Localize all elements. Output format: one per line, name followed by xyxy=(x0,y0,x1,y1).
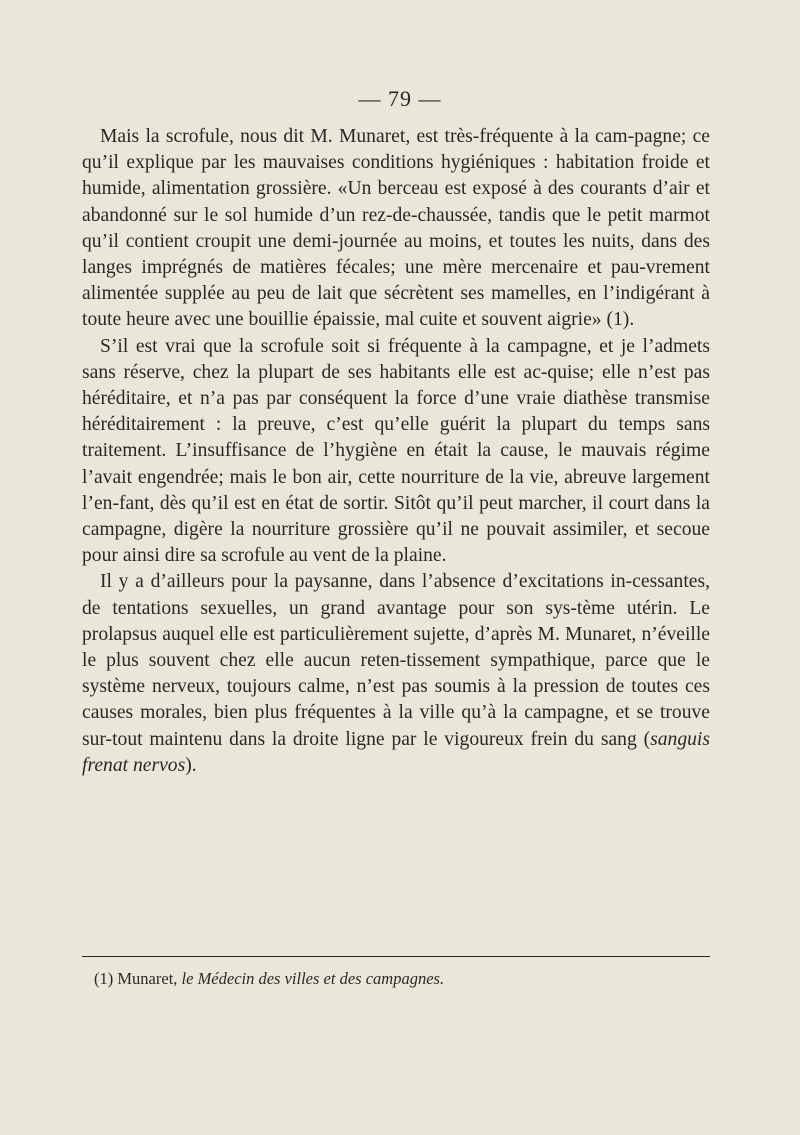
footnote xyxy=(94,968,710,990)
paragraph-2 xyxy=(82,334,710,570)
paragraph-3-text: Il y a d’ailleurs pour la paysanne, dans l’absence d’excitations in-cessantes, de tentations sexuelles, un grand avantage pour son sys-tème utérin. Le prolapsus auquel elle est particulièrement sujette, d’après M. Munaret, n’éveille le plus souvent chez elle aucun reten-tissement sympathique, parce que le système nerveux, toujours calme, n’est pas soumis à la pression de toutes ces causes morales, bien plus fréquentes à la ville qu’à la campagne, et se trouve sur-tout maintenu dans la droite ligne par le vigoureux frein du sang ( xyxy=(82,571,710,750)
footnote-title: le Médecin des villes et des campagnes. xyxy=(181,969,445,988)
paragraph-3-end: ). xyxy=(185,754,197,776)
paragraph-2-text: S’il est vrai que la scrofule soit si fréquente à la campagne, et je l’admets sans réserve, chez la plupart de ses habitants elle est ac-quise; elle n’est pas héréditaire, et n’a pas par conséquent la force d’une vraie diathèse transmise héréditairement : la preuve, c’est qu’elle guérit la plupart du temps sans traitement. L’insuffisance de l’hygiène en était la cause, le mauvais régime l’avait engendrée; mais le bon air, cette nourriture de la vie, abreuve largement l’en-fant, dès qu’il est en état de sortir. Sitôt qu’il peut marcher, il court dans la campagne, digère la nourriture grossière qu’il ne pouvait assimiler, et secoue pour ainsi dire sa scrofule au vent de la plaine. xyxy=(82,335,710,567)
page-number: — 79 — xyxy=(358,86,442,111)
footnote-marker: (1) xyxy=(94,969,114,988)
latin-quote: sanguis frenat nervos xyxy=(82,728,710,776)
paragraph-3 xyxy=(82,569,710,779)
paragraph-1-text: Mais la scrofule, nous dit M. Munaret, est très-fréquente à la cam-pagne; ce qu’il explique par les mauvaises conditions hygiéniques : habitation froide et humide, alimentation grossière. «Un berceau est exposé à des courants d’air et abandonné sur le sol humide d’un rez-de-chaussée, tandis que le petit marmot qu’il contient croupit une demi-journée au moins, et toutes les nuits, dans des langes imprégnés de matières fécales; une mère mercenaire et pau-vrement alimentée supplée au peu de lait que sécrètent ses mamelles, en l’indigérant à toute heure avec une bouillie épaissie, mal cuite et souvent aigrie» (1). xyxy=(82,126,710,331)
paragraph-1 xyxy=(82,124,710,334)
footnote-author: Munaret, xyxy=(117,969,178,988)
body-text xyxy=(82,124,710,779)
footnote-divider xyxy=(82,956,710,957)
